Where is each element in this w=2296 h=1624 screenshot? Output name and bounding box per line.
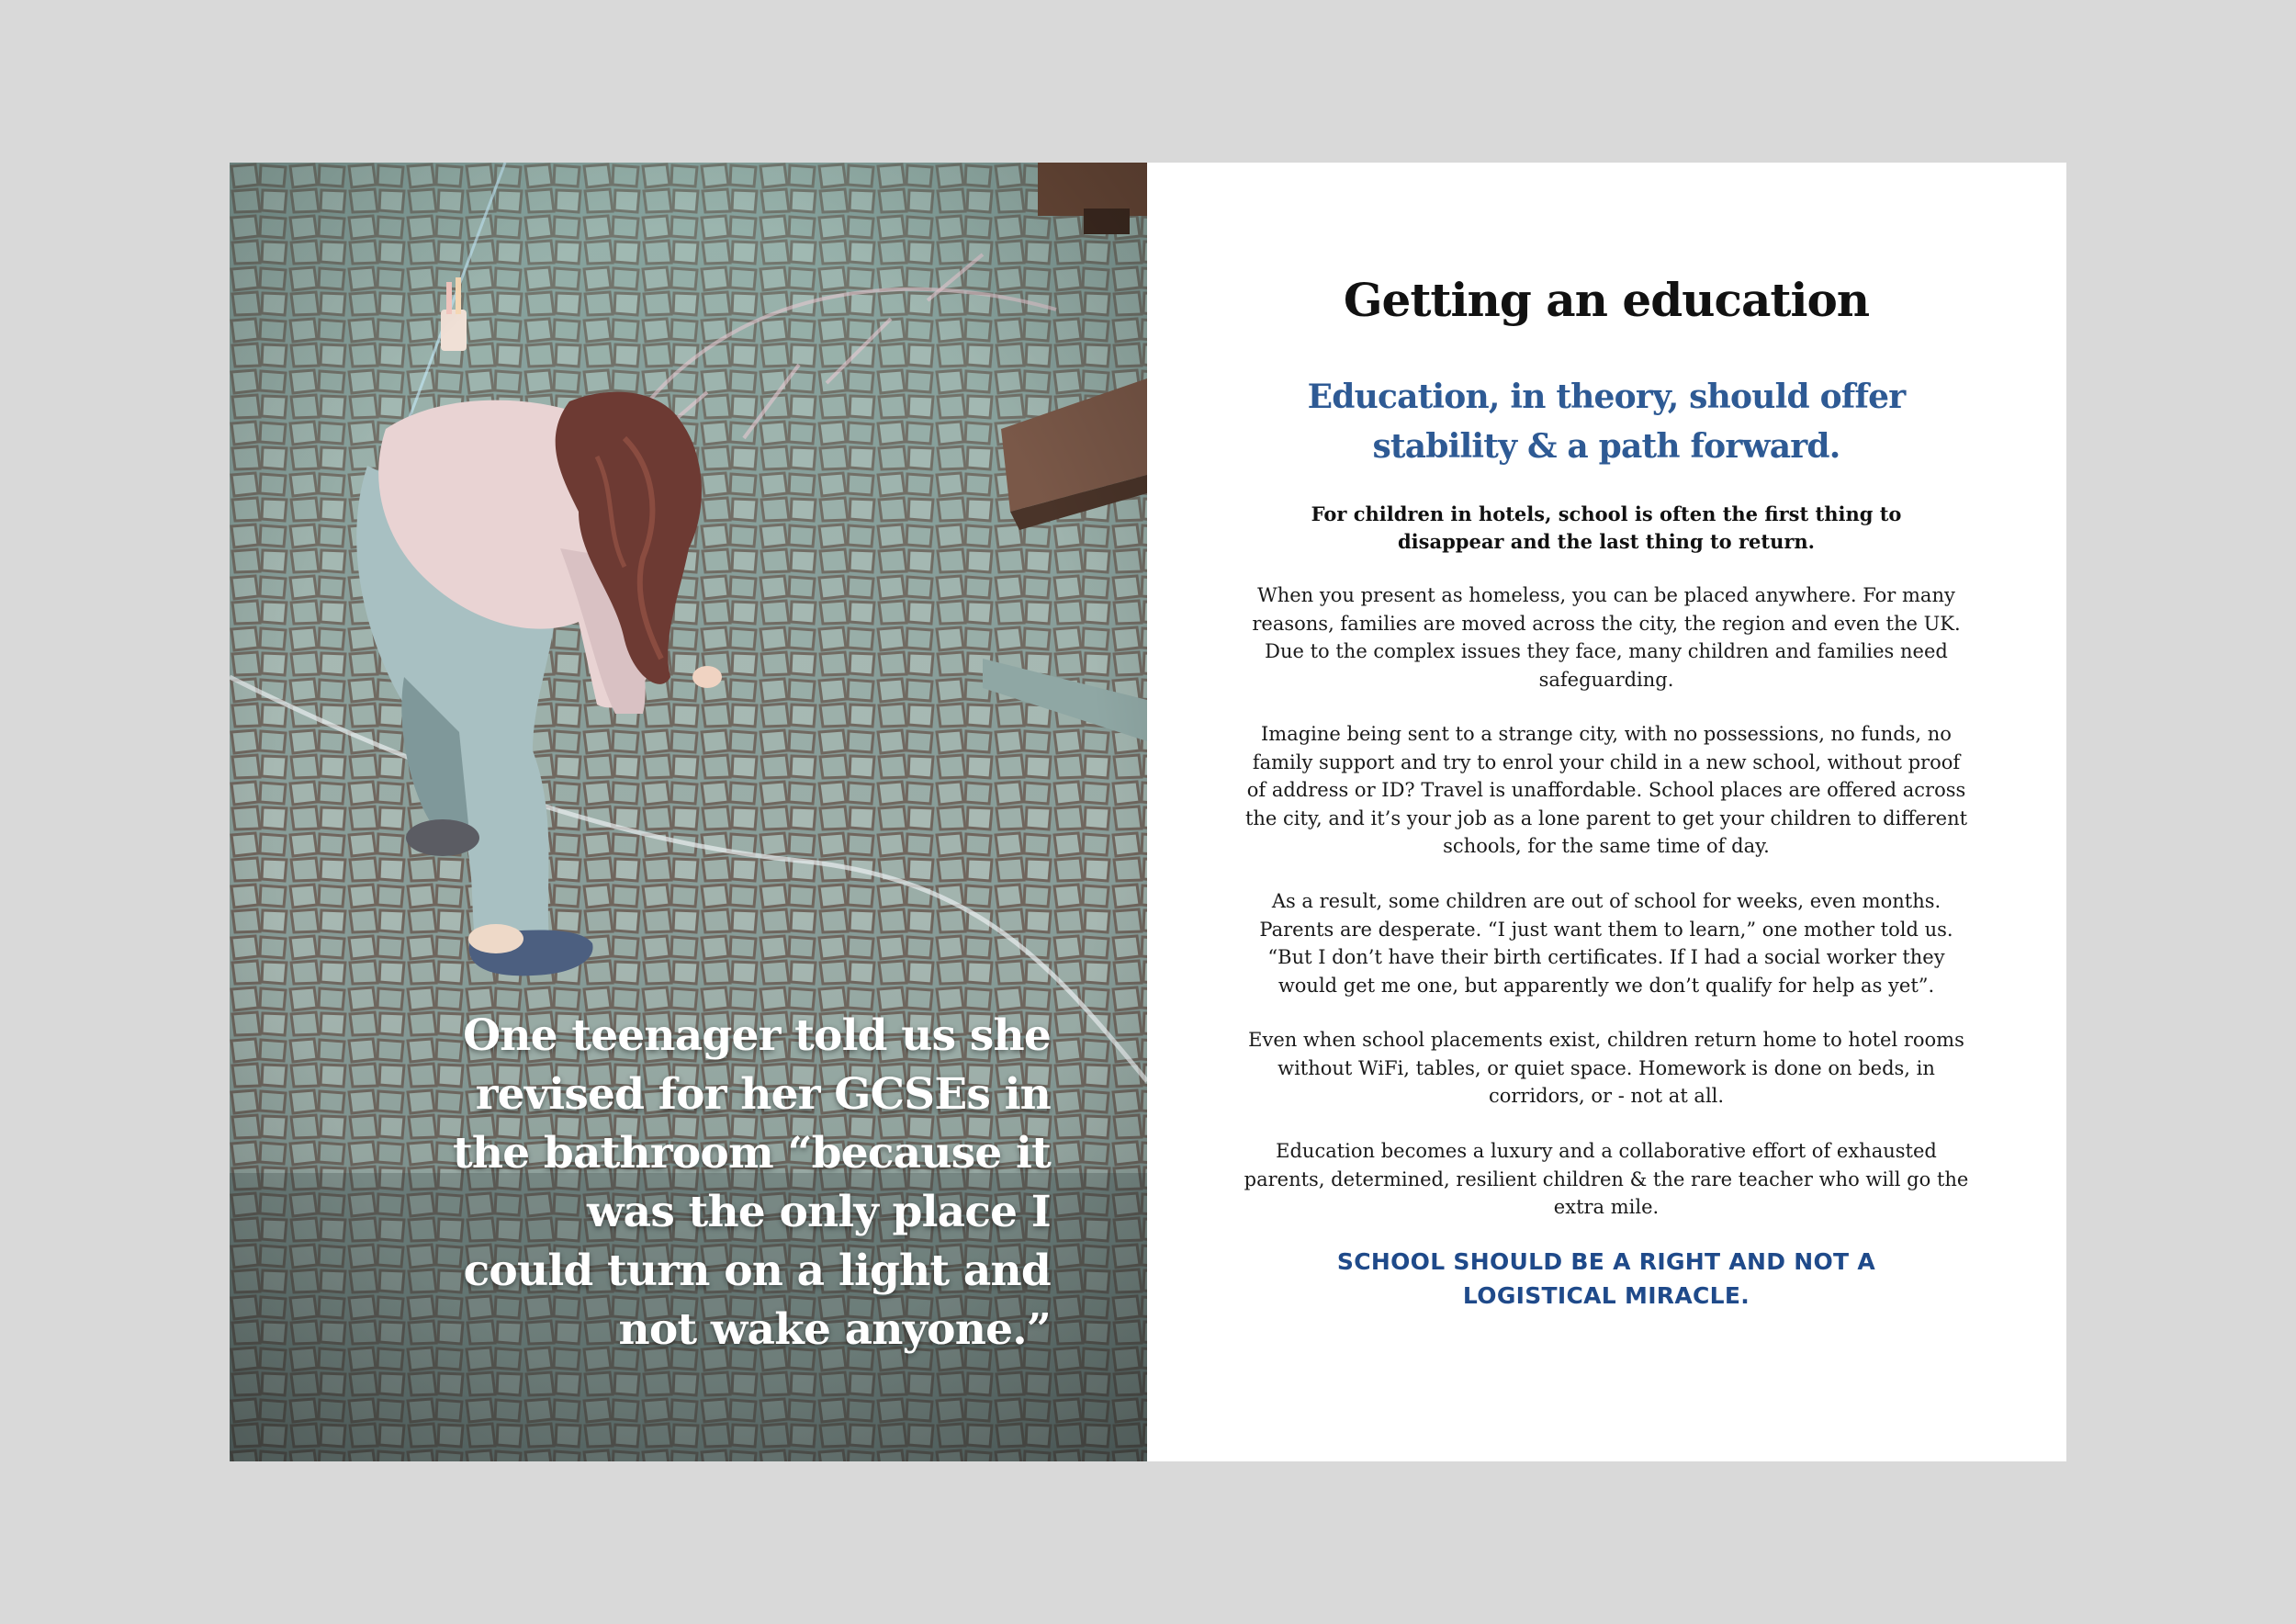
- callout-statement: SCHOOL SHOULD BE A RIGHT AND NOT A LOGISTICAL MIRACLE.: [1336, 1248, 1876, 1309]
- pull-quote: One teenager told us she revised for her GCSEs in the bathroom “because it was the only place I could turn on a light and not wake anyone.”: [452, 1010, 1051, 1355]
- body-paragraph: Education becomes a luxury and a collaborative effort of exhausted parents, determined, resilient children & the rare teacher who will go the extra mile.: [1244, 1140, 1969, 1218]
- body-paragraph: When you present as homeless, you can be placed anywhere. For many reasons, families are moved across the city, the region and even the UK. Due to the complex issues they face, many children and families need safeguarding.: [1252, 584, 1961, 691]
- body-paragraph: As a result, some children are out of school for weeks, even months. Parents are desperate. “I just want them to learn,” one mother told us. “But I don’t have their birth certificates. If I had a social worker they would get me one, but apparently we don’t qualify for help as yet”.: [1259, 890, 1953, 997]
- document-spread: [230, 163, 2066, 1461]
- subtitle: Education, in theory, should offer stability & a path forward.: [1307, 378, 1906, 466]
- page-title: Getting an education: [1343, 273, 1870, 327]
- lead-paragraph: For children in hotels, school is often the first thing to disappear and the last thing to return.: [1311, 502, 1902, 553]
- text-page: [1147, 163, 2066, 1461]
- body-paragraph: Even when school placements exist, children return home to hotel rooms without WiFi, tables, or quiet space. Homework is done on beds, in corridors, or - not at all.: [1248, 1029, 1964, 1107]
- body-paragraph: Imagine being sent to a strange city, with no possessions, no funds, no family support and try to enrol your child in a new school, without proof of address or ID? Travel is unaffordable. School places are offered across the city, and it’s your job as a lone parent to get your children to different schools, for the same time of day.: [1244, 723, 1968, 857]
- photo-page: [230, 163, 1147, 1461]
